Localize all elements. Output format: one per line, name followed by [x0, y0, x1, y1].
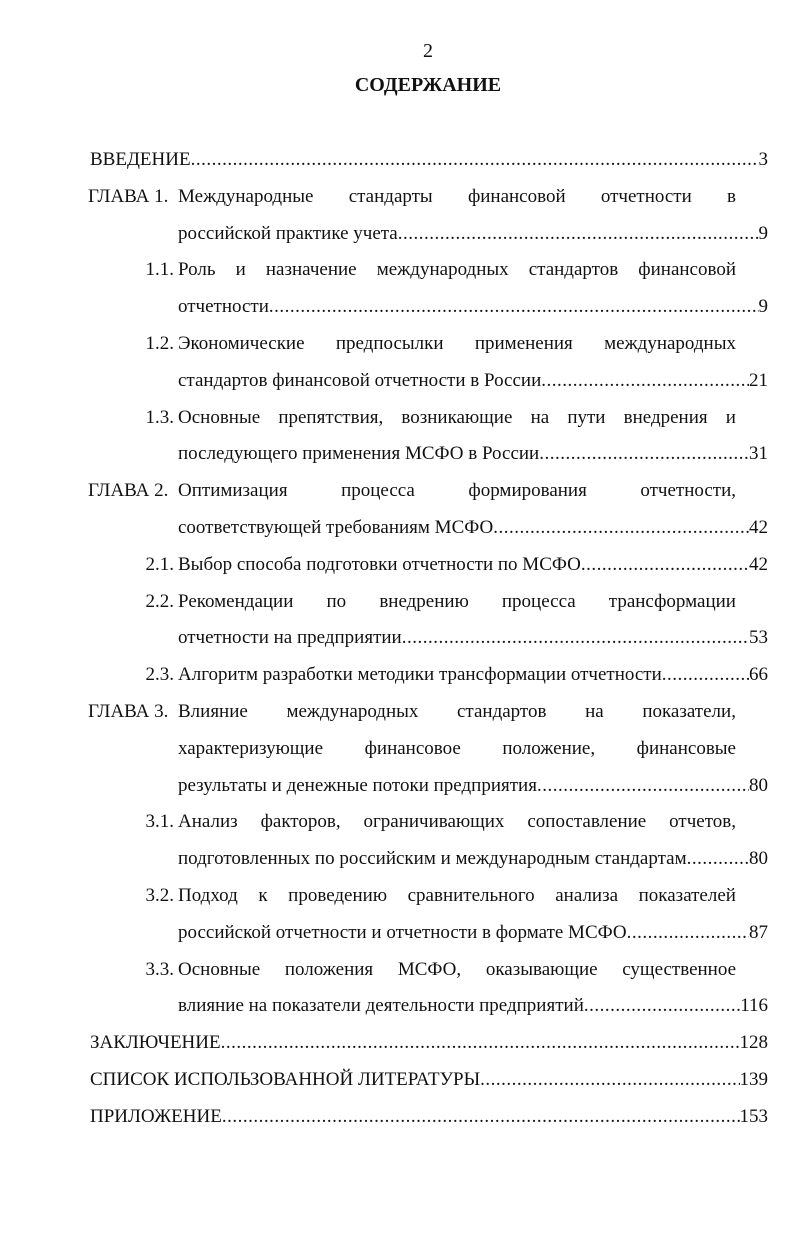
toc-entry-line [178, 698, 736, 726]
toc-word: препятствия, [278, 406, 384, 428]
toc-word: отчетов, [669, 811, 736, 833]
toc-entry-line[interactable] [90, 1103, 768, 1131]
toc-entry-line[interactable] [178, 293, 768, 321]
toc-page-number: 87 [749, 921, 768, 943]
toc-word: Основные [178, 406, 261, 428]
toc-page-number: 80 [749, 848, 768, 870]
toc-word: назначение [265, 259, 357, 281]
page-number: 2 [423, 40, 433, 62]
toc-word: Влияние [178, 701, 248, 722]
toc-entry-number: ГЛАВА 2. [88, 480, 169, 502]
toc-word: к [258, 885, 268, 906]
toc-word: процесса [341, 480, 415, 502]
toc-entry-number: 1.2. [145, 333, 174, 354]
toc-word: применения [474, 333, 573, 354]
toc-word: предпосылки [335, 333, 444, 354]
toc-entry-line[interactable] [178, 367, 768, 395]
toc-word: процесса [501, 590, 576, 612]
toc-word: характеризующие [178, 737, 324, 759]
toc-word: факторов, [260, 811, 341, 833]
toc-entry-number: 1.3. [145, 406, 174, 428]
toc-word: стандартов [528, 259, 619, 281]
toc-entry-number: ГЛАВА 3. [88, 701, 169, 722]
toc-word: финансовое [364, 737, 461, 759]
toc-entry-line[interactable] [178, 772, 768, 800]
toc-word: финансовой [467, 185, 566, 207]
toc-word: Экономические [178, 333, 305, 354]
toc-word: стандарты [348, 185, 433, 207]
toc-entry-line[interactable] [90, 1066, 768, 1094]
dot-leader [541, 367, 749, 395]
toc-page-number: 116 [740, 995, 768, 1017]
toc-entry-title: влияние на показатели деятельности предприятий [178, 995, 584, 1017]
toc-page-number: 153 [739, 1105, 768, 1127]
dot-leader [221, 1029, 740, 1057]
dot-leader [398, 220, 759, 248]
dot-leader [480, 1066, 739, 1094]
toc-word: оказывающие [485, 958, 598, 980]
toc-word: ограничивающих [363, 811, 505, 833]
toc-entry-title: подготовленных по российским и международным стандартам [178, 848, 687, 870]
toc-word: Роль [178, 259, 216, 281]
toc-entry-title: ПРИЛОЖЕНИЕ [90, 1105, 222, 1127]
toc-entry-line[interactable] [90, 146, 768, 174]
toc-entry-line[interactable] [178, 624, 768, 652]
toc-word: положение, [502, 737, 596, 759]
toc-word: формирования [468, 480, 587, 502]
dot-leader [687, 845, 749, 873]
toc-entry-line [178, 256, 736, 284]
toc-word: и [725, 406, 736, 428]
toc-word: положения [284, 958, 374, 980]
toc-word: на [530, 406, 550, 428]
toc-entry-line[interactable] [178, 220, 768, 248]
toc-entry-number: 3.3. [145, 958, 174, 980]
toc-word: на [585, 701, 604, 722]
toc-entry-line[interactable] [90, 1029, 768, 1057]
toc-entry-line [178, 735, 736, 763]
toc-word: внедрению [379, 590, 469, 612]
toc-page-number: 128 [739, 1032, 768, 1054]
toc-entry-number: 3.2. [145, 885, 174, 906]
toc-word: и [235, 259, 246, 281]
toc-word: сравнительного [407, 885, 535, 906]
toc-entry-title: стандартов финансовой отчетности в России [178, 369, 542, 391]
toc-entry-line[interactable] [178, 440, 768, 468]
dot-leader [269, 293, 759, 321]
toc-entry-number: 2.2. [145, 590, 174, 612]
toc-entry-line [178, 404, 736, 432]
dot-leader [581, 551, 749, 579]
toc-word: в [727, 185, 736, 207]
toc-page-number: 9 [758, 222, 768, 244]
toc-entry-number: 3.1. [145, 811, 174, 833]
toc-entry-number: 1.1. [145, 259, 174, 281]
toc-entry-title: российской отчетности и отчетности в формате МСФО [178, 921, 627, 943]
toc-word: МСФО, [397, 958, 462, 980]
toc-word: отчетности [600, 185, 692, 207]
dot-leader [537, 772, 749, 800]
toc-page-number: 3 [758, 149, 768, 170]
toc-page-number: 139 [739, 1069, 768, 1090]
toc-page-number: 66 [749, 664, 768, 686]
toc-word: проведению [288, 885, 388, 906]
toc-entry-line [178, 882, 736, 910]
toc-entry-line[interactable] [178, 551, 768, 579]
toc-entry-line [178, 477, 736, 505]
toc-entry-title: ВВЕДЕНИЕ [90, 149, 191, 170]
toc-entry-title: отчетности [178, 296, 269, 318]
toc-word: по [326, 590, 347, 612]
toc-page-number: 42 [749, 553, 768, 575]
toc-entry-line [178, 330, 736, 358]
toc-entry-title: СПИСОК ИСПОЛЬЗОВАННОЙ ЛИТЕРАТУРЫ [90, 1069, 481, 1090]
toc-word: Оптимизация [178, 480, 288, 502]
toc-word: Основные [178, 958, 261, 980]
dot-leader [584, 992, 740, 1020]
toc-word: международных [376, 259, 509, 281]
dot-leader [539, 440, 749, 468]
toc-entry-title: результаты и денежные потоки предприятия [178, 774, 537, 796]
toc-entry-title: Выбор способа подготовки отчетности по МСФО [178, 553, 581, 575]
toc-word: трансформации [608, 590, 736, 612]
toc-word: стандартов [457, 701, 547, 722]
toc-word: внедрения [623, 406, 708, 428]
toc-word: Подход [178, 885, 238, 906]
toc-entry-line [178, 183, 736, 211]
toc-word: сопоставление [527, 811, 647, 833]
toc-entry-line[interactable] [178, 919, 768, 947]
toc-entry-title: Алгоритм разработки методики трансформации отчетности [178, 664, 662, 686]
toc-entry-title: соответствующей требованиям МСФО [178, 517, 494, 538]
toc-page-number: 53 [749, 627, 768, 649]
toc-entry-title: ЗАКЛЮЧЕНИЕ [90, 1032, 221, 1054]
dot-leader [627, 919, 749, 947]
toc-entry-line [178, 588, 736, 616]
toc-entry-line [178, 808, 736, 836]
toc-word: возникающие [401, 406, 513, 428]
toc-word: анализа [555, 885, 619, 906]
toc-word: показателей [638, 885, 736, 906]
dot-leader [662, 661, 749, 689]
toc-page-number: 80 [749, 774, 768, 796]
toc-entry-line[interactable] [178, 661, 768, 689]
dot-leader [402, 624, 749, 652]
toc-entry-line [178, 956, 736, 984]
toc-word: существенное [622, 958, 736, 980]
toc-word: международных [286, 701, 419, 722]
toc-word: отчетности, [640, 480, 736, 502]
toc-entry-title: последующего применения МСФО в России [178, 443, 540, 465]
toc-page-number: 31 [749, 443, 768, 465]
toc-page-number: 42 [749, 517, 768, 538]
toc-entry-number: 2.1. [145, 553, 174, 575]
toc-word: Анализ [178, 811, 238, 833]
toc-word: Международные [178, 185, 314, 207]
toc-entry-line[interactable] [178, 992, 768, 1020]
toc-page-number: 21 [749, 369, 768, 391]
toc-entry-line[interactable] [178, 845, 768, 873]
toc-entry-title: российской практике учета [178, 222, 398, 244]
toc-word: Рекомендации [178, 590, 294, 612]
page-title: СОДЕРЖАНИЕ [354, 74, 502, 96]
toc-page-number: 9 [758, 296, 768, 318]
toc-word: финансовые [636, 737, 736, 759]
toc-word: пути [567, 406, 606, 428]
dot-leader [493, 514, 749, 542]
toc-word: финансовой [638, 259, 736, 281]
toc-word: показатели, [642, 701, 736, 722]
toc-entry-number: ГЛАВА 1. [88, 185, 169, 207]
dot-leader [191, 146, 759, 174]
dot-leader [222, 1103, 740, 1131]
toc-entry-line[interactable] [178, 514, 768, 542]
toc-entry-number: 2.3. [145, 664, 174, 686]
toc-entry-title: отчетности на предприятии [178, 627, 402, 649]
toc-word: международных [604, 333, 736, 354]
